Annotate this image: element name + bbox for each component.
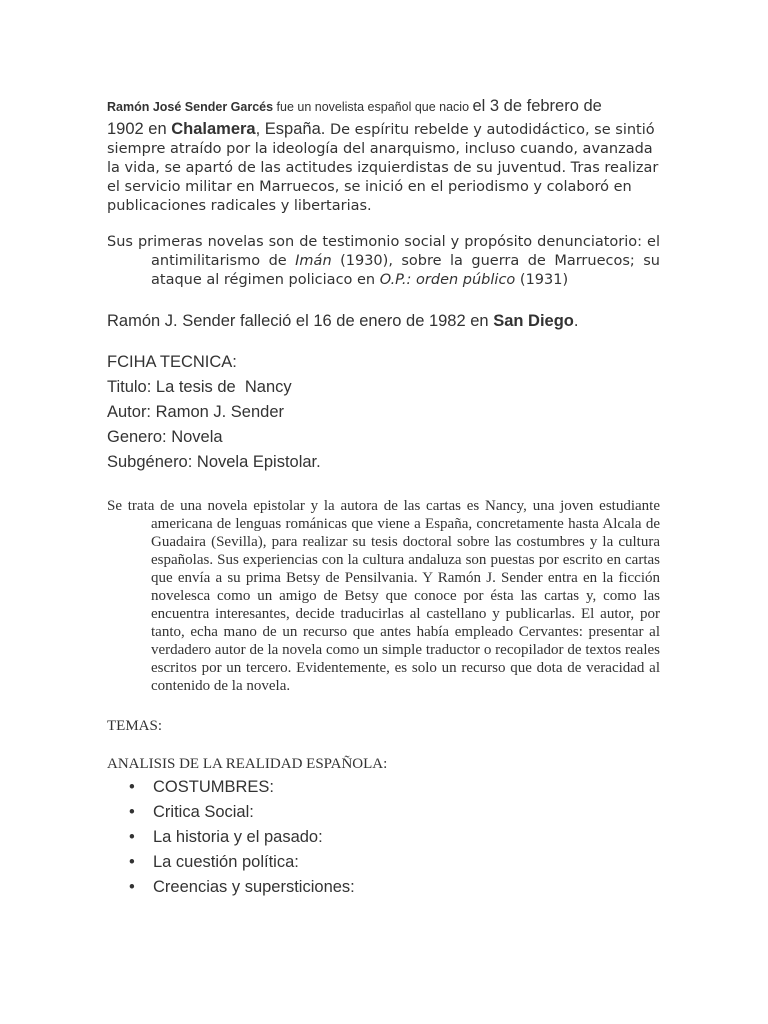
themes-heading: TEMAS:	[107, 718, 163, 734]
death-place: San Diego	[493, 312, 574, 330]
list-item	[107, 825, 660, 850]
document-page	[107, 93, 660, 900]
list-item	[107, 775, 660, 800]
novels-text-2: (1930), sobre la guerra de Marruecos; su ataque al régimen policiaco en	[151, 253, 660, 288]
technical-sheet-subgenre: Subgénero: Novela Epistolar.	[107, 453, 321, 471]
bullet-icon: •	[129, 853, 135, 871]
technical-sheet-title: Titulo: La tesis de Nancy	[107, 378, 292, 396]
topic-label: La historia y el pasado:	[153, 828, 323, 846]
death-end: .	[573, 312, 579, 330]
novel-title-iman: Imán	[295, 253, 332, 269]
technical-sheet	[107, 350, 660, 475]
topic-label: La cuestión política:	[153, 853, 299, 871]
list-item	[107, 850, 660, 875]
birth-place: Chalamera	[171, 120, 256, 138]
birth-country: , España.	[255, 120, 326, 138]
list-item	[107, 800, 660, 825]
summary-paragraph: Se trata de una novela epistolar y la autora de las cartas es Nancy, una joven estudiante americana de lenguas románicas que viene a España, concretamente hasta Alcala de Guadaira (Sevilla), para realizar su tesis doctoral sobre las costumbres y la cultura españolas. Sus experiencias con la cultura andaluza son puestas por escrito en cartas que envía a su prima Betsy de Pensilvania. Y Ramón J. Sender entra en la ficción novelesca como un amigo de Betsy que conoce por ésta las cartas y, como las encuentra interesantes, decide traducirlas al castellano y publicarlas. El autor, por tanto, echa mano de un recurso que antes había empleado Cervantes: presentar al verdadero autor de la novela como un simple traductor o recopilador de textos reales escritos por un tercero. Evidentemente, es solo un recurso que dota de veracidad al contenido de la novela.	[107, 498, 660, 694]
intro-small-text: fue un novelista español que nacio	[273, 100, 473, 114]
bullet-icon: •	[129, 778, 135, 796]
intro-paragraph	[107, 93, 660, 216]
novels-text-3: (1931)	[515, 272, 569, 288]
analysis-heading: ANALISIS DE LA REALIDAD ESPAÑOLA:	[107, 756, 388, 772]
bullet-icon: •	[129, 878, 135, 896]
topic-label: COSTUMBRES:	[153, 778, 275, 796]
novel-title-op: O.P.: orden público	[379, 272, 516, 288]
bullet-icon: •	[129, 828, 135, 846]
birth-year: 1902 en	[107, 120, 172, 138]
author-name: Ramón José Sender Garcés	[107, 100, 274, 114]
list-item	[107, 875, 660, 900]
topic-label: Creencias y supersticiones:	[153, 878, 355, 896]
technical-sheet-author: Autor: Ramon J. Sender	[107, 403, 285, 421]
death-line	[107, 310, 660, 332]
topic-label: Critica Social:	[153, 803, 254, 821]
technical-sheet-genre: Genero: Novela	[107, 428, 223, 446]
death-text: Ramón J. Sender falleció el 16 de enero de 1982 en	[107, 312, 494, 330]
bullet-icon: •	[129, 803, 135, 821]
topics-list	[107, 775, 660, 900]
technical-sheet-heading: FCIHA TECNICA:	[107, 353, 237, 371]
novels-text-1: Sus primeras novelas son de testimonio social y propósito denunciatorio: el antimilitarismo de	[107, 234, 660, 269]
intro-body: De espíritu rebelde y autodidáctico, se sintió siempre atraído por la ideología del anarquismo, incluso cuando, avanzada la vida, se apartó de las actitudes izquierdistas de su juventud. Tras realizar el servicio militar en Marruecos, se inició en el periodismo y colaboró en publicaciones radicales y libertarias.	[107, 122, 659, 214]
birth-date: el 3 de febrero de	[472, 97, 602, 115]
novels-paragraph	[107, 233, 660, 290]
